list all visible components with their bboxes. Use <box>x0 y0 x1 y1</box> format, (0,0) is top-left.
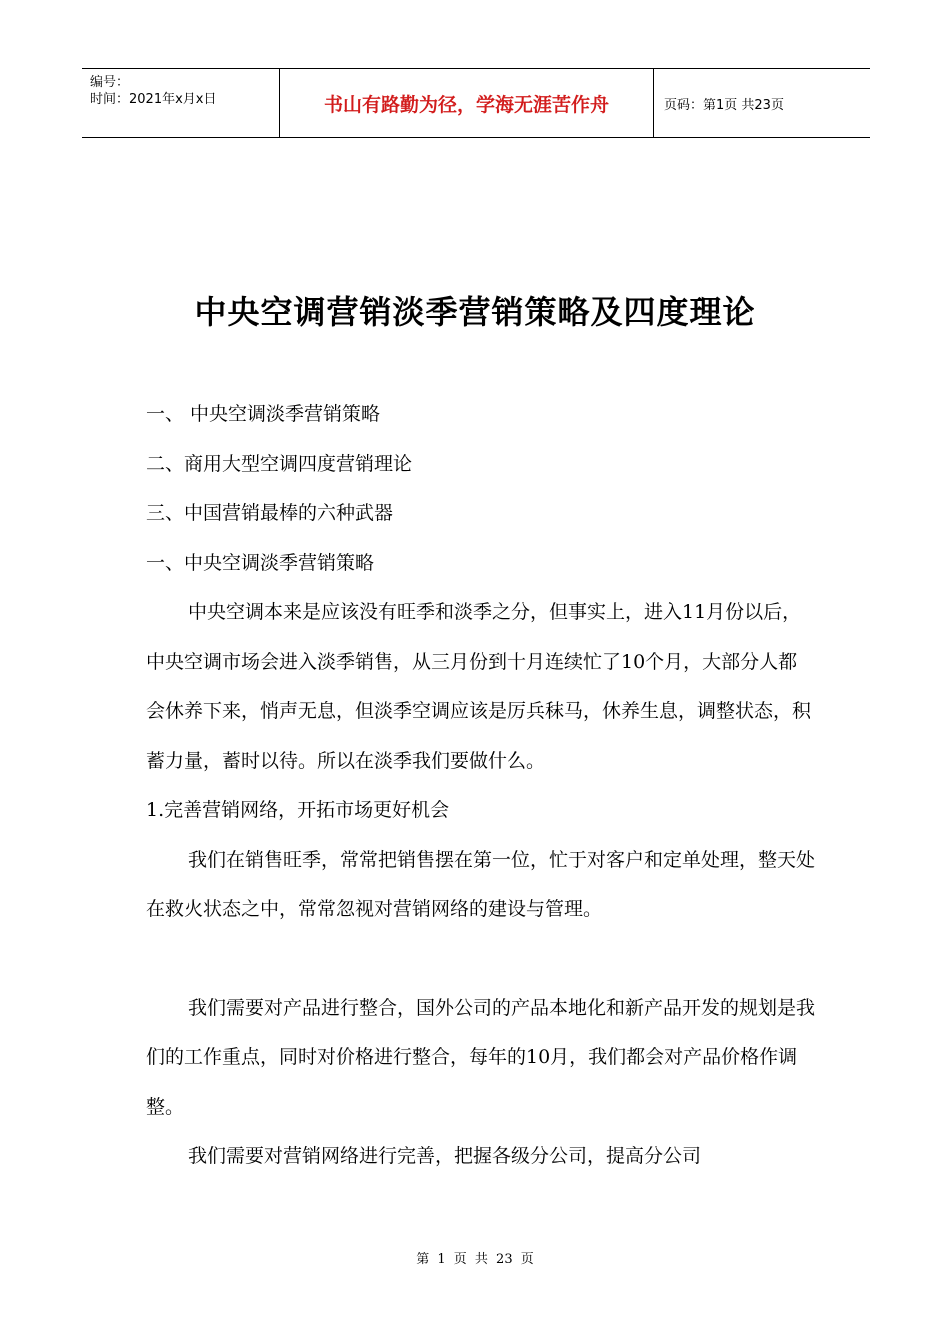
paragraph-4: 我们需要对营销网络进行完善，把握各级分公司，提高分公司 <box>188 1145 702 1167</box>
section-heading: 一、中央空调淡季营销策略 <box>146 551 375 574</box>
paragraph-2: 我们在销售旺季，常常把销售摆在第一位，忙于对客户和定单处理，整天处在救火状态之中，常常忽视对营销网络的建设与管理。 <box>146 848 816 920</box>
page-footer: 第 1 页 共 23 页 <box>416 1252 534 1267</box>
paragraph-3: 我们需要对产品进行整合，国外公司的产品本地化和新产品开发的规划是我们的工作重点，同时对价格进行整合，每年的10月，我们都会对产品价格作调整。 <box>146 996 816 1118</box>
page-header <box>82 68 870 138</box>
header-number: 编号： <box>90 75 130 90</box>
subheading: 1.完善营销网络，开拓市场更好机会 <box>146 799 450 821</box>
document-body <box>146 390 816 1182</box>
paragraph-1: 中央空调本来是应该没有旺季和淡季之分，但事实上，进入11月份以后，中央空调市场会进入淡季销售，从三月份到十月连续忙了10个月，大部分人都会休养下来，悄声无息，但淡季空调应该是厉兵秣马，休养生息，调整状态，积蓄力量，蓄时以待。所以在淡季我们要做什么。 <box>146 601 812 772</box>
toc-item-1: 一、 中央空调淡季营销策略 <box>146 403 381 425</box>
blank-line <box>146 935 816 984</box>
header-meta-cell <box>82 69 280 137</box>
document-title: 中央空调营销淡季营销策略及四度理论 <box>194 293 756 331</box>
header-page-info: 页码：第1页 共23页 <box>664 97 784 113</box>
header-date: 时间：2021年x月x日 <box>90 92 217 107</box>
toc-item-3: 三、中国营销最棒的六种武器 <box>146 502 394 524</box>
header-motto: 书山有路勤为径，学海无涯苦作舟 <box>280 69 654 137</box>
toc-item-2: 二、商用大型空调四度营销理论 <box>146 452 413 475</box>
